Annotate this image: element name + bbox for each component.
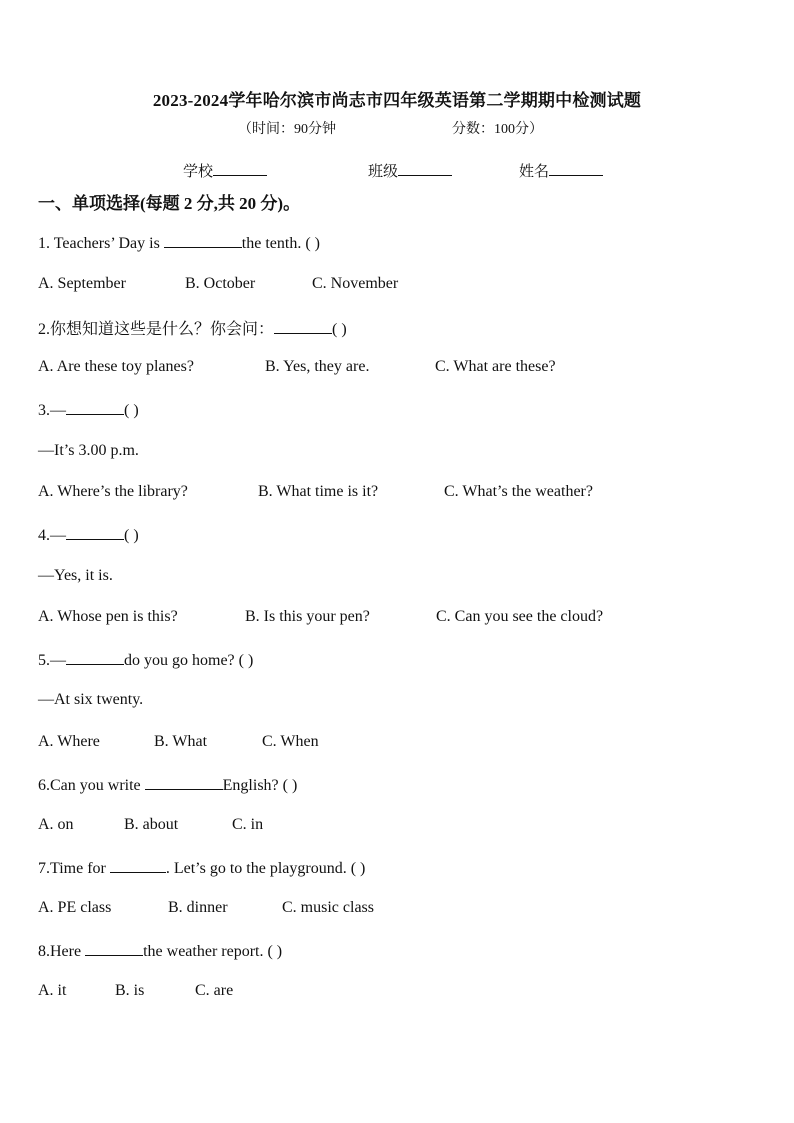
- reply-3: —It’s 3.00 p.m.: [38, 442, 139, 459]
- option-c[interactable]: C. What are these?: [435, 358, 556, 375]
- answer-blank[interactable]: [66, 650, 124, 665]
- option-a[interactable]: A. Are these toy planes?: [38, 358, 194, 375]
- class-label: 班级: [368, 164, 399, 180]
- question-text: 6.Can you write: [38, 777, 145, 794]
- question-text: 7.Time for: [38, 860, 110, 877]
- question-text: ( ): [124, 527, 139, 544]
- option-a[interactable]: A. September: [38, 275, 126, 292]
- option-b[interactable]: B. about: [124, 816, 179, 833]
- class-blank[interactable]: [398, 161, 452, 176]
- option-c[interactable]: C. in: [232, 816, 264, 833]
- name-blank[interactable]: [549, 161, 603, 176]
- exam-time: （时间：90分钟: [238, 122, 336, 137]
- school-blank[interactable]: [213, 161, 267, 176]
- question-text: ( ): [332, 321, 347, 338]
- reply-4: —Yes, it is.: [38, 567, 113, 584]
- answer-blank[interactable]: [85, 941, 143, 956]
- question-text: 3.—: [38, 402, 66, 419]
- answer-blank[interactable]: [274, 319, 332, 334]
- option-a[interactable]: A. it: [38, 982, 67, 999]
- option-c[interactable]: C. are: [195, 982, 234, 999]
- question-2: [38, 316, 347, 339]
- class-field[interactable]: [368, 160, 452, 181]
- option-b[interactable]: B. Is this your pen?: [245, 608, 370, 625]
- option-b[interactable]: B. What: [154, 733, 208, 750]
- question-7: [38, 858, 365, 878]
- school-field[interactable]: [183, 160, 267, 181]
- option-c[interactable]: C. What’s the weather?: [444, 483, 593, 500]
- question-text: 1. Teachers’ Day is: [38, 235, 164, 252]
- answer-blank[interactable]: [145, 775, 223, 790]
- option-c[interactable]: C. When: [262, 733, 319, 750]
- option-b[interactable]: B. Yes, they are.: [265, 358, 370, 375]
- page-title: 2023-2024学年哈尔滨市尚志市四年级英语第二学期期中检测试题: [152, 91, 642, 110]
- school-label: 学校: [183, 164, 214, 180]
- question-text: ( ): [124, 402, 139, 419]
- option-a[interactable]: A. PE class: [38, 899, 112, 916]
- question-6: [38, 775, 297, 795]
- answer-blank[interactable]: [164, 233, 242, 248]
- name-field[interactable]: [519, 160, 603, 181]
- question-text: 2.你想知道这些是什么？你会问：: [38, 321, 275, 338]
- question-text: 4.—: [38, 527, 66, 544]
- question-4: [38, 525, 139, 545]
- question-5: [38, 650, 253, 670]
- question-1: [38, 233, 320, 253]
- question-text: 5.—: [38, 652, 66, 669]
- option-b[interactable]: B. What time is it?: [258, 483, 379, 500]
- name-label: 姓名: [519, 164, 550, 180]
- option-a[interactable]: A. Whose pen is this?: [38, 608, 178, 625]
- question-text: do you go home? ( ): [124, 652, 254, 669]
- answer-blank[interactable]: [110, 858, 166, 873]
- reply-5: —At six twenty.: [38, 691, 144, 708]
- question-text: the tenth. ( ): [241, 235, 320, 252]
- question-8: [38, 941, 282, 961]
- answer-blank[interactable]: [66, 525, 124, 540]
- question-text: English? ( ): [222, 777, 298, 794]
- option-c[interactable]: C. Can you see the cloud?: [436, 608, 604, 625]
- option-a[interactable]: A. Where: [38, 733, 100, 750]
- option-a[interactable]: A. Where’s the library?: [38, 483, 188, 500]
- option-b[interactable]: B. October: [185, 275, 256, 292]
- option-b[interactable]: B. dinner: [168, 899, 228, 916]
- answer-blank[interactable]: [66, 400, 124, 415]
- question-3: [38, 400, 139, 420]
- question-text: the weather report. ( ): [143, 943, 283, 960]
- exam-score: 分数：100分）: [452, 122, 543, 137]
- question-text: . Let’s go to the playground. ( ): [165, 860, 366, 877]
- section-title: 一、单项选择(每题 2 分,共 20 分)。: [38, 194, 301, 213]
- question-text: 8.Here: [38, 943, 86, 960]
- option-a[interactable]: A. on: [38, 816, 74, 833]
- option-c[interactable]: C. music class: [282, 899, 374, 916]
- option-c[interactable]: C. November: [312, 275, 399, 292]
- option-b[interactable]: B. is: [115, 982, 145, 999]
